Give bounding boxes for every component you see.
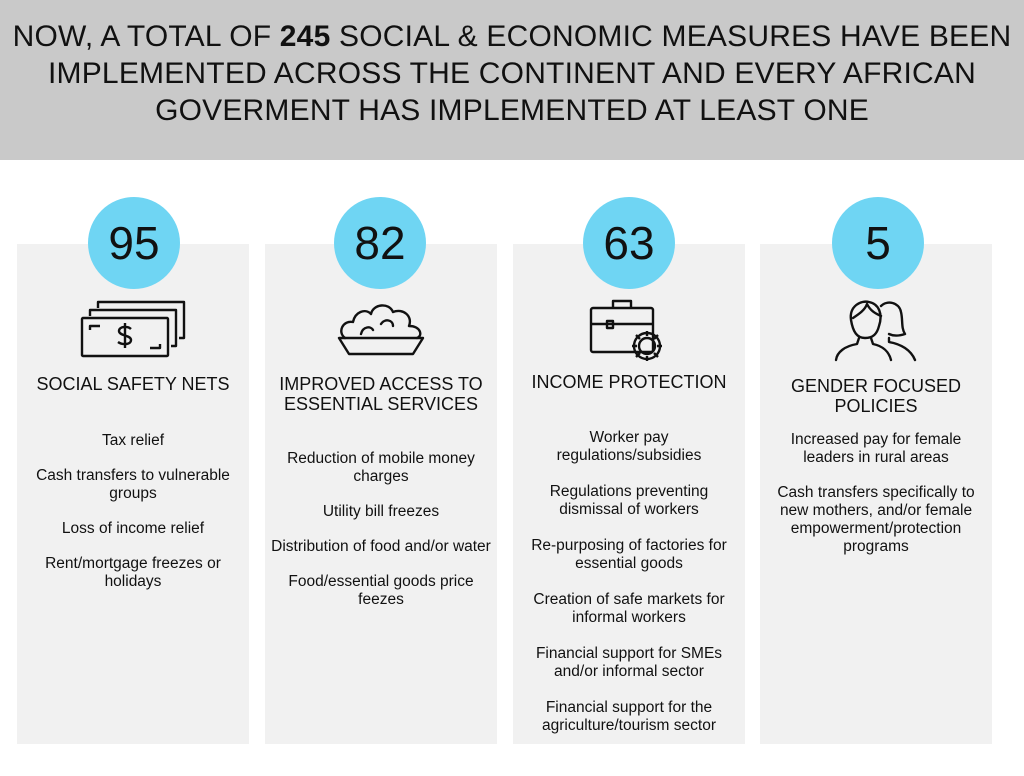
measure-list (760, 431, 992, 556)
measure-item: Food/essential goods price feezes (288, 573, 474, 608)
banner-prefix: NOW, A TOTAL OF (12, 19, 280, 53)
card-gender-focused (760, 244, 992, 744)
measure-item: Financial support for SMEs and/or informal sector (535, 645, 723, 680)
category-title: SOCIAL SAFETY NETS (36, 374, 230, 394)
category-title: INCOME PROTECTION (531, 372, 727, 392)
card-income-protection (513, 244, 745, 744)
count-badge: 63 (583, 197, 675, 289)
measure-item: Distribution of food and/or water (271, 538, 491, 555)
measure-item: Cash transfers specifically to new mothers, and/or female empowerment/protection programs (777, 484, 975, 555)
count-badge: 82 (334, 197, 426, 289)
measure-item: Reduction of mobile money charges (287, 450, 475, 485)
measure-item: Creation of safe markets for informal workers (533, 591, 725, 626)
banner-total: 245 (279, 19, 331, 53)
measure-item: Cash transfers to vulnerable groups (36, 467, 230, 502)
banner-headline (7, 18, 1017, 129)
measure-list (17, 432, 249, 591)
banner-suffix: SOCIAL & ECONOMIC MEASURES HAVE BEEN IMPLEMENTED ACROSS THE CONTINENT AND EVERY AFRICAN GOVERMENT HAS IMPLEMENTED AT LEAST ONE (48, 19, 1012, 127)
briefcase-gear-icon (513, 296, 745, 366)
measure-item: Rent/mortgage freezes or holidays (45, 555, 221, 590)
measure-item: Regulations preventing dismissal of workers (549, 483, 709, 518)
women-icon (760, 298, 992, 362)
measure-item: Re-purposing of factories for essential goods (531, 537, 727, 572)
count-badge: 95 (88, 197, 180, 289)
category-title: IMPROVED ACCESS TO ESSENTIAL SERVICES (279, 374, 483, 414)
measure-item: Loss of income relief (61, 520, 205, 537)
measure-item: Financial support for the agriculture/tourism sector (541, 699, 716, 734)
measure-item: Worker pay regulations/subsidies (556, 429, 702, 464)
category-title: GENDER FOCUSED POLICIES (790, 376, 961, 416)
measure-item: Tax relief (101, 432, 165, 449)
measure-item: Utility bill freezes (322, 503, 440, 520)
measure-list (265, 450, 497, 609)
count-badge: 5 (832, 197, 924, 289)
cash-icon (17, 300, 249, 360)
measure-item: Increased pay for female leaders in rural areas (790, 431, 962, 466)
food-dish-icon (265, 296, 497, 358)
card-social-safety-nets (17, 244, 249, 744)
measure-list (513, 429, 745, 735)
card-essential-services (265, 244, 497, 744)
header-banner (0, 0, 1024, 160)
